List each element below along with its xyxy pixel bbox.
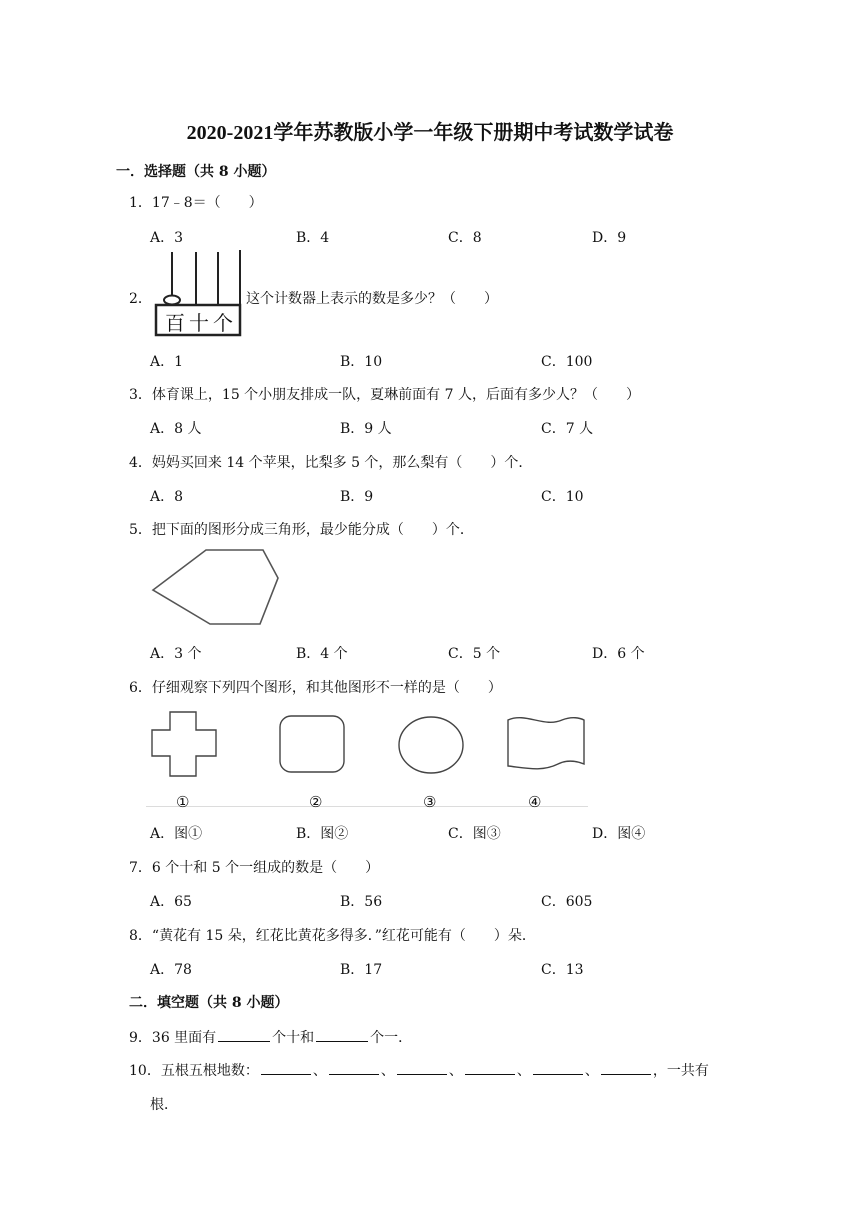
page-title: 2020-2021学年苏教版小学一年级下册期中考试数学试卷	[186, 122, 674, 144]
q1-option-b: B．4	[296, 230, 330, 246]
question-2-number: 2．	[129, 291, 152, 307]
question-1: 1．17﹣8＝（ ）	[129, 195, 263, 211]
question-6: 6．仔细观察下列四个图形，和其他图形不一样的是（ ）	[129, 680, 502, 696]
q4-option-a: A．8	[150, 489, 184, 505]
figure-baseline	[146, 806, 588, 807]
q9-answer-blank-2[interactable]	[316, 1027, 368, 1042]
q9-answer-blank-1[interactable]	[218, 1027, 270, 1042]
question-4: 4．妈妈买回来 14 个苹果，比梨多 5 个，那么梨有（ ）个．	[129, 455, 533, 471]
q5-option-b: B．4 个	[296, 646, 348, 662]
q2-option-b: B．10	[340, 354, 383, 370]
q10-blank-5[interactable]	[533, 1060, 583, 1075]
q10-blank-6[interactable]	[601, 1060, 651, 1075]
q10-blank-4[interactable]	[465, 1060, 515, 1075]
q5-option-a: A．3 个	[150, 646, 202, 662]
q10-sep: 、	[380, 1063, 395, 1079]
q6-option-c: C．图③	[448, 826, 501, 842]
q4-option-b: B．9	[340, 489, 374, 505]
q1-option-c: C．8	[448, 230, 482, 246]
q10-sep: 、	[448, 1063, 463, 1079]
q4-option-c: C．10	[541, 489, 584, 505]
figure-label-2: ②	[309, 793, 323, 811]
q9-text-1: 9．36 里面有	[129, 1030, 217, 1046]
hexagon-figure	[148, 544, 282, 628]
q2-option-c: C．100	[541, 354, 593, 370]
q10-text-lead: 10．五根五根地数：	[129, 1063, 259, 1079]
question-8: 8．“黄花有 15 朵，红花比黄花多得多．”红花可能有（ ）朵．	[129, 928, 536, 944]
q7-option-c: C．605	[541, 894, 593, 910]
q7-option-b: B．56	[340, 894, 383, 910]
question-10	[129, 1060, 709, 1080]
q10-blank-3[interactable]	[397, 1060, 447, 1075]
q6-option-d: D．图④	[592, 826, 646, 842]
q6-option-b: B．图②	[296, 826, 349, 842]
question-3: 3．体育课上，15 个小朋友排成一队，夏琳前面有 7 人，后面有多少人？（ ）	[129, 387, 640, 403]
q5-option-c: C．5 个	[448, 646, 501, 662]
q10-blank-1[interactable]	[261, 1060, 311, 1075]
cross-shape-figure	[148, 708, 220, 780]
q3-option-c: C．7 人	[541, 421, 594, 437]
q2-option-a: A．1	[150, 354, 184, 370]
question-9	[129, 1027, 412, 1047]
q9-text-2: 个十和	[272, 1030, 315, 1046]
q10-sep: 、	[584, 1063, 599, 1079]
question-2: 这个计数器上表示的数是多少？（ ）	[246, 291, 498, 307]
abacus-place-labels: 百十个	[165, 311, 237, 335]
section-heading-choice: 一．选择题（共 8 小题）	[116, 164, 276, 180]
q8-option-c: C．13	[541, 962, 584, 978]
figure-label-4: ④	[528, 793, 542, 811]
wavy-flag-figure	[504, 710, 588, 778]
q10-sep: 、	[312, 1063, 327, 1079]
q10-blank-2[interactable]	[329, 1060, 379, 1075]
q5-option-d: D．6 个	[592, 646, 645, 662]
figure-label-3: ③	[423, 793, 437, 811]
q9-text-3: 个一．	[370, 1030, 413, 1046]
circle-figure	[396, 714, 466, 776]
figure-label-1: ①	[176, 793, 190, 811]
rounded-square-figure	[276, 712, 348, 776]
question-5: 5．把下面的图形分成三角形，最少能分成（ ）个．	[129, 522, 474, 538]
q7-option-a: A．65	[150, 894, 192, 910]
q3-option-a: A．8 人	[150, 421, 202, 437]
q1-option-a: A．3	[150, 230, 184, 246]
q8-option-a: A．78	[150, 962, 192, 978]
q6-option-a: A．图①	[150, 826, 203, 842]
q10-text-tail: ，一共有	[652, 1063, 709, 1079]
q10-continuation: 根．	[150, 1097, 178, 1113]
section-heading-fill: 二．填空题（共 8 小题）	[129, 995, 289, 1011]
question-7: 7．6 个十和 5 个一组成的数是（ ）	[129, 860, 380, 876]
q1-option-d: D．9	[592, 230, 627, 246]
q10-sep: 、	[516, 1063, 531, 1079]
q3-option-b: B．9 人	[340, 421, 392, 437]
q8-option-b: B．17	[340, 962, 383, 978]
